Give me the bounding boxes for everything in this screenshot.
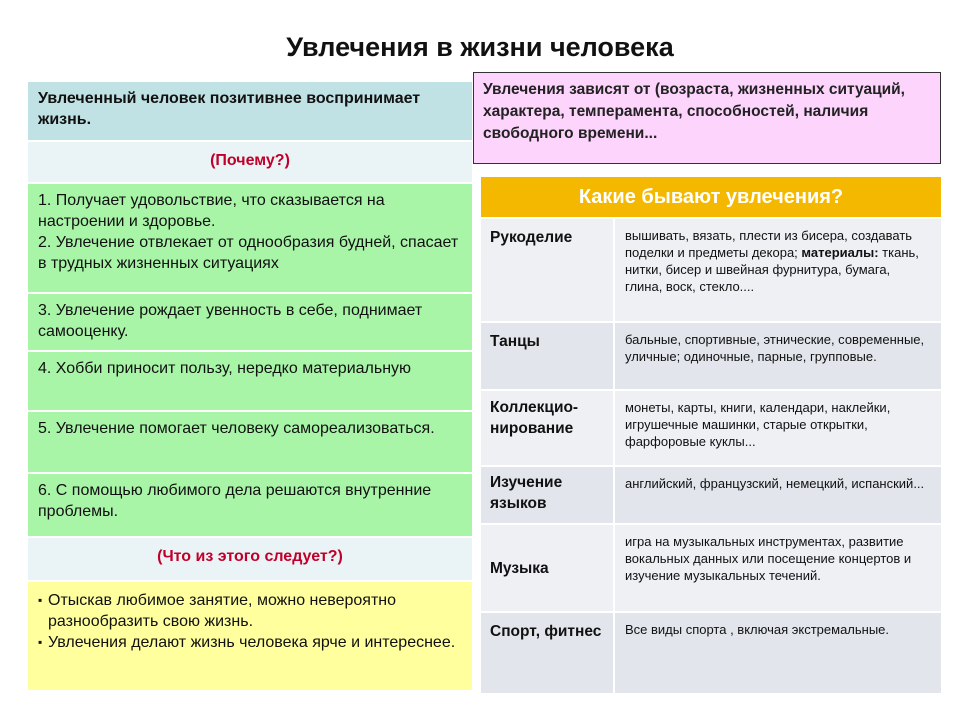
hobby-name: Коллекцио-нирование — [481, 391, 615, 465]
hobby-desc: английский, французский, немецкий, испанский... — [625, 476, 925, 491]
hobby-desc-text: вышивать, вязать, плести из бисера, создавать поделки и предметы декора; — [625, 228, 913, 260]
hobby-table — [481, 177, 941, 695]
materials-label: материалы: — [801, 245, 879, 260]
question-consequence: (Что из этого следует?) — [28, 538, 472, 582]
bullet-icon: ▪ — [38, 635, 43, 649]
table-row — [481, 467, 941, 525]
reason-item-1-2: 1. Получает удовольствие, что сказывается на настроении и здоровье. 2. Увлечение отвлекает от однообразия будней, спасает в трудных жизненных ситуациях — [28, 184, 472, 294]
materials-text: ткань, нитки, бисер и швейная фурнитура, бумага, глина, воск, стекло.... — [625, 245, 919, 294]
reason-item-6: 6. С помощью любимого дела решаются внутренние проблемы. — [28, 474, 472, 538]
reason-item-5: 5. Увлечение помогает человеку самореализоваться. — [28, 412, 472, 474]
table-row — [481, 613, 941, 695]
list-item — [38, 632, 462, 653]
conclusion-text-1: Отыскав любимое занятие, можно невероятно разнообразить свою жизнь. — [48, 592, 397, 630]
left-panel — [28, 82, 472, 692]
table-row — [481, 323, 941, 391]
hobby-desc: бальные, спортивные, этнические, современные, уличные; одиночные, парные, групповые. — [625, 332, 925, 364]
page-title: Увлечения в жизни человека — [286, 32, 674, 62]
table-header: Какие бывают увлечения? — [481, 177, 941, 219]
reason-item-3: 3. Увлечение рождает увенность в себе, поднимает самооценку. — [28, 294, 472, 352]
table-row — [481, 219, 941, 323]
hobby-name: Музыка — [481, 525, 615, 611]
hobby-name: Спорт, фитнес — [481, 613, 615, 693]
hobby-name: Танцы — [481, 323, 615, 389]
left-header: Увлеченный человек позитивнее воспринимает жизнь. — [28, 82, 472, 142]
conclusion-text-2: Увлечения делают жизнь человека ярче и интереснее. — [48, 634, 456, 651]
hobby-name: Рукоделие — [481, 219, 615, 321]
hobby-desc — [615, 219, 941, 321]
hobby-desc: игра на музыкальных инструментах, развитие вокальных данных или посещение концертов и изучение музыкальных течений. — [625, 534, 912, 583]
table-row — [481, 525, 941, 613]
hobby-name: Изучение языков — [481, 467, 615, 523]
reason-item-4: 4. Хобби приносит пользу, нередко материальную — [28, 352, 472, 412]
hobby-desc: монеты, карты, книги, календари, наклейки, игрушечные машинки, старые открытки, фарфоровые куклы... — [625, 400, 891, 449]
list-item — [38, 590, 462, 632]
depends-box: Увлечения зависят от (возраста, жизненных ситуаций, характера, темперамента, способностей, наличия свободного времени... — [473, 72, 941, 164]
question-why: (Почему?) — [28, 142, 472, 184]
bullet-icon: ▪ — [38, 593, 43, 607]
hobby-desc: Все виды спорта , включая экстремальные. — [625, 622, 890, 637]
table-row — [481, 391, 941, 467]
conclusions-box — [28, 582, 472, 692]
